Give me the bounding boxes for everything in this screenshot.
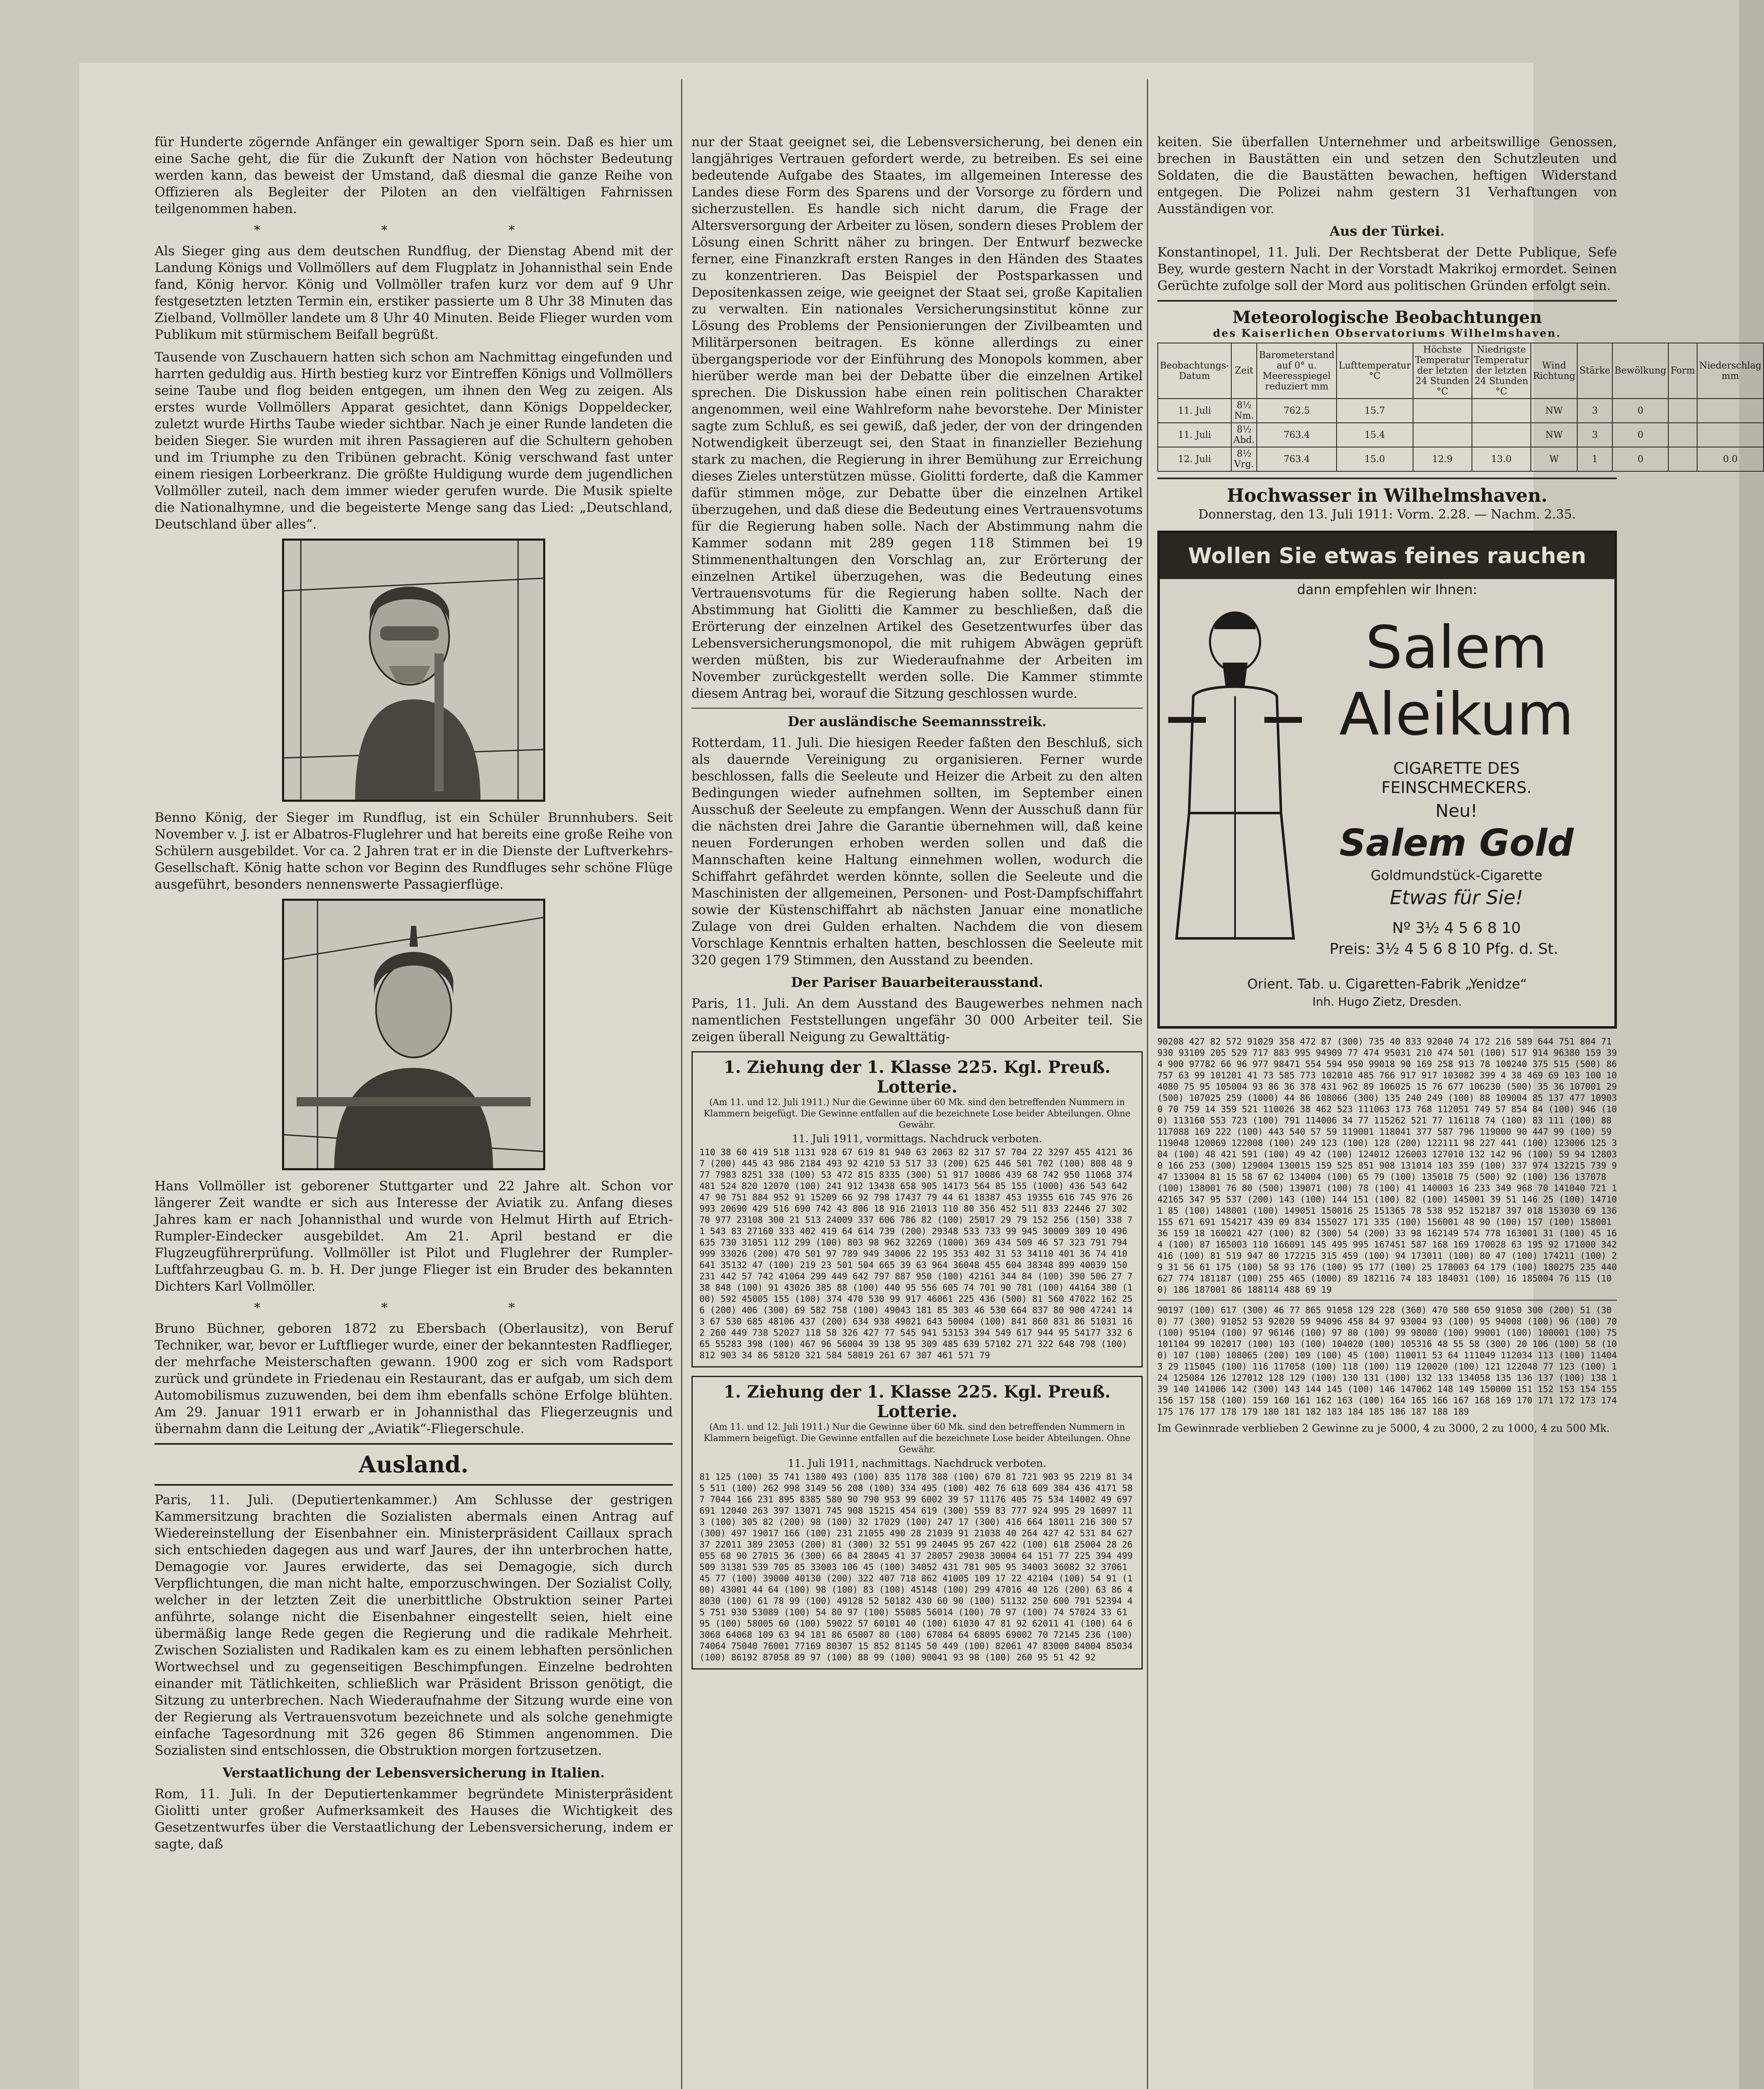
newspaper-page	[79, 63, 1761, 2089]
subheading: Der ausländische Seemannsstreik.	[788, 714, 1047, 729]
weather-cell	[1697, 399, 1764, 423]
subheading: Verstaatlichung der Lebensversicherung in Italien.	[222, 1765, 605, 1781]
weather-cell	[1668, 423, 1697, 447]
ad-manufacturer: Orient. Tab. u. Cigaretten-Fabrik „Yenidze“	[1247, 976, 1527, 992]
section-divider	[1157, 300, 1617, 302]
weather-table	[1157, 343, 1764, 472]
ad-prices: Preis: 3½ 4 5 6 8 10 Pfg. d. St.	[1329, 940, 1558, 958]
weather-cell	[1668, 399, 1697, 423]
column-2	[691, 63, 1143, 2089]
caption-koenig: Benno König, der Sieger im Rundflug, ist ein Schüler Brunnhubers. Seit November v. J. ist er Albatros-Fluglehrer und hat bereits eine große Reihe von Schülern ausgebildet. Vor ca. 2 Jahren trat er in die Dienste der Luftverkehrs-Gesellschaft. König hatte schon vor Beginn des Rundfluges sehr schöne Flüge ausgeführt, besonders nennenswerte Passagierflüge.	[155, 810, 673, 892]
paragraph: Bruno Büchner, geboren 1872 zu Ebersbach (Oberlausitz), von Beruf Techniker, war, bevor er Luftflieger wurde, einer der bekanntesten Radflieger, der mehrfache Meisterschaften gewann. 1900 zog er sich vom Radsport zurück und gründete in Friedenau ein Restaurant, das er aufgab, um sich dem Automobilismus zuzuwenden, bei dem ihm ebenfalls schöne Erfolge blühten. Am 29. Januar 1911 erwarb er in Johannisthal das Fliegerzeugnis und übernahm dann die Leitung der „Aviatik“-Fliegerschule.	[155, 1321, 673, 1436]
ad-slogan: Etwas für Sie!	[1390, 886, 1523, 909]
weather-row	[1158, 423, 1764, 447]
weather-header-cell: Stärke	[1577, 343, 1612, 399]
tide-times: Donnerstag, den 13. Juli 1911: Vorm. 2.28. — Nachm. 2.35.	[1198, 507, 1576, 522]
paragraph: Paris, 11. Juli. An dem Ausstand des Baugewerbes nehmen nach namentlichen Feststellungen ungefähr 30 000 Arbeiter teil. Sie zeigen überall Neigung zu Gewalttätig-	[691, 996, 1143, 1044]
column-rule	[681, 79, 682, 2089]
weather-cell	[1472, 399, 1531, 423]
aviator-illustration	[284, 901, 543, 1168]
ad-new-label: Neu!	[1435, 801, 1478, 821]
weather-cell: 11. Juli	[1158, 399, 1231, 423]
weather-cell: NW	[1531, 399, 1577, 423]
weather-cell	[1668, 447, 1697, 471]
lottery-numbers: 110 38 60 419 518 1131 928 67 619 81 940 63 2063 82 317 57 704 22 3297 455 4121 367 (200) 445 43 986 2184 493 92 4210 53 517 33 (200) 625 446 501 702 (100) 808 48 977 7983 8251 338 (100) 53 472 815 8335 (300) 51 917 10086 439 68 742 950 11068 374 481 524 820 12070 (100) 241 912 13438 658 905 14173 564 85 155 (1000) 436 543 642 47 90 751 884 952 91 15209 66 92 798 17437 79 44 61 18387 453 19355 616 745 976 26 993 20690 429 516 690 742 43 806 18 916 21013 110 80 356 452 511 833 22446 27 302 70 977 23108 300 21 513 24009 337 606 786 82 (100) 25017 29 79 152 256 (150) 338 71 543 83 27160 333 402 419 64 614 739 (200) 29348 533 733 99 945 30009 309 10 496 635 730 31051 112 299 (100) 803 98 962 32269 (1000) 369 434 509 46 57 323 791 794 999 33026 (200) 470 501 97 789 949 34006 22 195 353 402 31 53 34110 401 36 74 410 641 35132 47 (100) 219 23 501 504 665 39 63 964 36048 455 604 38348 899 40039 150 231 442 57 742 41064 299 449 642 797 887 950 (100) 42161 344 84 (100) 390 506 27 738 848 (100) 91 43026 385 88 (100) 440 95 556 605 74 701 90 781 (100) 44164 380 (100) 592 45005 155 (100) 374 470 530 99 917 46061 225 436 (500) 81 560 47022 162 256 (200) 406 (300) 69 582 758 (100) 49043 181 85 303 46 530 664 837 80 900 47241 143 67 530 685 48106 437 (200) 634 938 49021 643 50004 (100) 841 860 831 86 51031 162 260 449 738 52027 118 58 326 427 77 545 941 53153 394 549 617 944 95 54177 332 665 55283 398 (100) 467 96 56004 39 138 95 309 485 639 57102 271 322 648 798 (100) 812 903 34 86 58120 321 584 58019 261 67 307 461 571 79	[699, 1147, 1133, 1360]
weather-header-cell: Niedrigste Temperatur der letzten 24 Stunden °C	[1472, 343, 1531, 399]
caption-vollmoeller: Hans Vollmöller ist geborener Stuttgarter und 22 Jahre alt. Schon vor längerer Zeit wandte er sich aus Interesse der Aviatik zu. Anfang dieses Jahres kam er nach Johannisthal und wurde von Helmut Hirth auf Etrich-Rumpler-Eindecker ausgebildet. Am 21. April bestand er die Flugzeugführerprüfung. Vollmöller ist Pilot und Fluglehrer der Rumpler-Luftfahrzeugbau G. m. b. H. Der junge Flieger ist ein Bruder des bekannten Dichters Karl Vollmöller.	[155, 1179, 673, 1294]
weather-row	[1158, 399, 1764, 423]
weather-cell	[1697, 423, 1764, 447]
paragraph: Als Sieger ging aus dem deutschen Rundflug, der Dienstag Abend mit der Landung Königs und Vollmöllers auf dem Flugplatz in Johannisthal sein Ende fand, König hervor. König und Vollmöller trafen kurz vor dem auf 9 Uhr festgesetzten letzten Termin ein, erstiker passierte um 8 Uhr 38 Minuten das Zielband, Vollmöller landete um 8 Uhr 40 Minuten. Beide Flieger wurden vom Publikum mit stürmischem Beifall begrüßt.	[155, 244, 673, 342]
weather-header-cell: Barometerstand auf 0° u. Meeresspiegel reduziert mm	[1257, 343, 1337, 399]
paragraph: Rom, 11. Juli. In der Deputiertenkammer begründete Ministerpräsident Giolitti unter großer Aufmerksamkeit des Hauses die Wichtigkeit des Gesetzentwurfes über die Verstaatlichung der Lebensversicherung, indem er sagte, daß	[155, 1787, 673, 1852]
weather-cell	[1472, 423, 1531, 447]
portrait-vollmoeller	[282, 899, 545, 1170]
weather-cell: 762.5	[1257, 399, 1337, 423]
paragraph: Rotterdam, 11. Juli. Die hiesigen Reeder faßten den Beschluß, sich als dauernde Vereinigung zu organisieren. Ferner wurde beschlossen, falls die Seeleute und Heizer die Arbeit zu den alten Bedingungen wieder aufnehmen sollten, im September einen Ausschuß der Seeleute zu empfangen. Wenn der Ausschuß dann für die nächsten drei Jahre die Garantie übernehmen will, daß keine neuen Forderungen erhoben werden sollen und daß die Mannschaften keine Haltung einnehmen wollen, wodurch die Schiffahrt gefährdet werden könnte, sollen die Seeleute und die Maschinisten der allgemeinen, Personen- und Post-Dampfschiffahrt sowie der Küstenschiffahrt ab nächsten Januar eine monatliche Zulage von drei Gulden erhalten. Nachdem die von diesem Vorschlage Kenntnis erhalten hatten, beschlossen die Seeleute mit 320 gegen 179 Stimmen, den Ausstand zu beenden.	[691, 735, 1143, 968]
lottery-date: 11. Juli 1911, vormittags. Nachdruck verboten.	[792, 1133, 1042, 1145]
weather-cell: 8½ Abd.	[1231, 423, 1257, 447]
lottery-list-morning	[691, 1051, 1143, 1367]
weather-cell: 0	[1612, 447, 1668, 471]
weather-cell: 15.0	[1337, 447, 1413, 471]
column-1	[155, 63, 673, 2089]
subheading: Aus der Türkei.	[1329, 223, 1445, 239]
paragraph: Paris, 11. Juli. (Deputiertenkammer.) Am Schlusse der gestrigen Kammersitzung brachten die Sozialisten abermals einen Antrag auf Wiedereinstellung der Eisenbahner ein. Ministerpräsident Caillaux sprach sich entschieden dagegen aus und warf Jaures, der ihn unterbrochen hatte, Demagogie vor. Jaures erwiderte, das sei Demagogie, sich durch Verpflichtungen, die man nicht halte, emporzuschwingen. Der Sozialist Colly, welcher in der letzten Zeit die unerbittliche Obstruktion seiner Partei anführte, solange nicht die Eisenbahner eingestellt seien, hielt eine übermäßig lange Rede gegen die Regierung und die radikale Mehrheit. Zwischen Sozialisten und Radikalen kam es zu einem lebhaften persönlichen Wortwechsel und zu gegenseitigen Beschimpfungen. Einzelne bedrohten einander mit Tätlichkeiten, schließlich war Präsident Brisson genötigt, die Sitzung zu unterbrechen. Nach Wiederaufnahme der Sitzung wurde eine von der Regierung als Vertrauensvotum bezeichnete und als solche genehmigte einfache Tagesordnung mit 326 gegen 86 Stimmen angenommen. Die Sozialisten sind entschlossen, die Obstruktion morgen fortzusetzen.	[155, 1492, 673, 1758]
paragraph: für Hunderte zögernde Anfänger ein gewaltiger Sporn sein. Daß es hier um eine Sache geht, die für die Zukunft der Nation von höchster Bedeutung werden kann, das beweist der Umstand, daß diesmal die ganze Reihe von Offizieren als Begleiter der Piloten an den vielfältigen Fahrnissen teilgenommen haben.	[155, 135, 673, 216]
weather-cell: 8½ Vrg.	[1231, 447, 1257, 471]
ad-numbers: Nº 3½ 4 5 6 8 10	[1392, 920, 1521, 937]
lottery-note: (Am 11. und 12. Juli 1911.) Nur die Gewinne über 60 Mk. sind den betreffenden Nummern in Klammern beigefügt. Die Gewinne entfallen auf die bezeichnete Lose beider Abteilungen. Ohne Gewähr.	[704, 1422, 1131, 1454]
weather-cell: 8½ Nm.	[1231, 399, 1257, 423]
ad-figure-illustration	[1168, 612, 1302, 947]
weather-cell: 12. Juli	[1158, 447, 1231, 471]
lottery-title: 1. Ziehung der 1. Klasse 225. Kgl. Preuß. Lotterie.	[723, 1382, 1111, 1421]
weather-cell: W	[1531, 447, 1577, 471]
lottery-title: 1. Ziehung der 1. Klasse 225. Kgl. Preuß. Lotterie.	[723, 1057, 1111, 1097]
subheading: Der Pariser Bauarbeiterausstand.	[791, 974, 1043, 990]
weather-cell: 3	[1577, 399, 1612, 423]
separator-stars: * * *	[254, 223, 574, 238]
weather-cell: 13.0	[1472, 447, 1531, 471]
divider	[1157, 1300, 1617, 1301]
weather-cell: 0	[1612, 423, 1668, 447]
section-divider	[155, 1443, 673, 1445]
tide-title: Hochwasser in Wilhelmshaven.	[1227, 485, 1548, 506]
advertisement-salem	[1157, 531, 1617, 1029]
paragraph: Konstantinopel, 11. Juli. Der Rechtsberat der Dette Publique, Sefe Bey, wurde gestern Nacht in der Vorstadt Makrikoj ermordet. Seinen Gerüchte zufolge soll der Mord aus politischen Gründen erfolgt sein.	[1157, 245, 1617, 293]
section-divider	[1157, 478, 1617, 479]
binding-margin	[0, 0, 79, 2089]
weather-cell: NW	[1531, 423, 1577, 447]
weather-header-cell: Form	[1668, 343, 1697, 399]
weather-cell	[1413, 423, 1472, 447]
weather-cell: 15.4	[1337, 423, 1413, 447]
weather-cell	[1413, 399, 1472, 423]
column-rule	[1147, 79, 1148, 2089]
paragraph: Tausende von Zuschauern hatten sich schon am Nachmittag eingefunden und harrten geduldig aus. Hirth bestieg kurz vor Eintreffen Königs und Vollmöllers seine Taube und flog beiden entgegen, um ihnen den Weg zu zeigen. Als erstes wurde Vollmöllers Apparat gesichtet, dann Königs Doppeldecker, zuletzt wurde Hirths Taube wieder sichtbar. Nach je einer Runde landeten die beiden Sieger. Sie wurden mit ihren Passagieren auf die Schultern gehoben und im Triumphe zu den Tribünen gebracht. König verschwand fast unter einem riesigen Lorbeerkranz. Die größte Huldigung wurde dem jugendlichen Vollmöller zuteil, nach dem immer wieder gerufen wurde. Die Musik spielte die Nationalhymne, und die begeisterte Menge sang das Lied: „Deutschland, Deutschland über alles“.	[155, 350, 673, 532]
weather-cell: 15.7	[1337, 399, 1413, 423]
lottery-numbers-continued: 90197 (100) 617 (300) 46 77 865 91058 129 228 (360) 470 580 650 91050 300 (200) 51 (300) 77 (300) 91052 53 92020 59 94096 458 84 97 93004 93 (100) 95 94008 (100) 96 (100) 70 (100) 95104 (100) 97 96146 (100) 97 80 (100) 99 98080 (100) 99001 (100) 100001 (100) 75 101104 99 102017 (100) 103 (100) 104020 (100) 105316 48 55 58 (300) 20 106 (100) 58 (100) 107 (100) 108065 (200) 109 (100) 45 (100) 110011 53 64 111049 112034 113 (100) 114043 29 115045 (100) 116 117058 (100) 118 (100) 119 120020 (100) 121 122048 77 123 (100) 124 125084 126 127012 128 129 (100) 130 131 (100) 132 133 134058 135 136 137 (100) 138 139 140 141006 142 (300) 143 144 145 (100) 146 147062 148 149 150000 151 152 153 154 155 156 157 158 (100) 159 160 161 162 163 (100) 164 165 166 167 168 169 170 171 172 173 174 175 176 177 178 179 180 181 182 183 184 185 186 187 188 189	[1157, 1305, 1617, 1417]
weather-cell: 3	[1577, 423, 1612, 447]
weather-cell: 0	[1612, 399, 1668, 423]
lottery-numbers-continued: 90208 427 82 572 91029 358 472 87 (300) 735 40 833 92040 74 172 216 589 644 751 804 71 930 93109 205 529 717 883 995 94909 77 474 95031 210 474 501 (100) 517 914 96380 159 394 900 97782 66 96 977 98471 554 594 950 99018 90 169 258 913 78 100240 375 515 (500) 86 757 63 99 101201 41 73 585 773 102010 485 766 917 917 103082 399 4 38 469 69 103 100 104080 75 95 105004 93 86 36 378 431 962 89 106025 15 76 677 106230 (500) 35 36 107001 29 (500) 107025 259 (1000) 44 86 108066 (300) 135 240 249 (100) 88 109004 85 137 477 109030 70 759 14 359 521 110026 38 462 523 111063 173 768 112051 749 57 854 84 (100) 946 (100) 113160 553 723 (100) 791 114006 34 77 115262 521 77 116118 74 (100) 83 111 (100) 88 117088 169 222 (100) 443 540 57 59 119001 118041 377 587 796 119000 90 447 99 (100) 59 119048 120069 122008 (100) 249 123 (100) 128 (200) 122111 98 227 441 (100) 123006 125 304 (100) 48 421 591 (100) 49 42 (100) 124012 126003 127010 132 142 96 (100) 59 94 128030 166 253 (300) 129004 130015 159 525 851 908 131014 103 359 (100) 337 974 132215 739 947 133004 81 15 58 67 62 134004 (100) 65 79 (100) 135018 75 (500) 92 (100) 136 137078 (100) 138001 76 80 (500) 139071 (100) 78 (100) 41 140003 16 233 349 968 70 141040 721 142165 347 95 537 (200) 143 (100) 144 151 (100) 82 (100) 145001 39 51 146 25 (100) 147101 85 (100) 148001 (100) 149051 150016 25 151365 78 538 952 152187 397 018 153030 69 136 155 671 691 154217 439 09 834 155027 171 335 (100) 156001 48 90 (100) 157 (100) 158001 36 159 18 160021 427 (100) 82 (300) 54 (200) 33 98 162149 574 778 163001 31 (100) 45 164 (100) 87 165003 110 166091 145 495 995 167451 587 168 169 170028 63 195 92 171000 342 416 (100) 81 519 947 80 172215 315 459 (100) 94 173011 (100) 80 47 (100) 174211 (100) 29 31 56 61 175 (100) 58 93 176 (100) 95 177 (100) 25 178003 64 179 (100) 180275 235 440 627 774 181187 (100) 255 465 (1000) 89 182116 74 183 184031 (100) 16 185004 76 115 (100) 186 187001 86 188114 488 69 19	[1157, 1037, 1617, 1295]
section-divider	[155, 1484, 673, 1486]
ad-subline: dann empfehlen wir Ihnen:	[1297, 582, 1477, 597]
portrait-koenig	[282, 539, 545, 802]
page-edge	[1739, 0, 1764, 2089]
paragraph: nur der Staat geeignet sei, die Lebensversicherung, bei denen ein langjähriges Vertrauen gefordert werde, zu betreiben. Es sei eine bedeutende Aufgabe des Staates, im allgemeinen Interesse des Landes diese Form des Sparens und der Vorsorge zu fördern und sicherzustellen. Es handle sich nicht darum, die Frage der Altersversorgung der Arbeiter zu lösen, sondern dieses Problem der Lösung einen Schritt näher zu bringen. Der Entwurf bezwecke ferner, eine Finanzkraft ersten Ranges in den Händen des Staates zu konzentrieren. Das Beispiel der Postsparkassen und Depositenkassen zeige, wie geeignet der Staat sei, große Kapitalien zu verwalten. Ein nationales Versicherungsinstitut könne zur Lösung des Problems der Pensionierungen der Zivilbeamten und Militärpersonen beitragen. Es könne allerdings zu einer übergangsperiode vor der Einführung des Monopols kommen, aber hierüber werde man bei der Debatte über die einzelnen Artikel sprechen. Die Diskussion habe einen rein politischen Charakter angenommen, weil eine Wahlreform nahe bevorstehe. Der Minister sagte zum Schluß, es sei gewiß, daß jeder, der von der dringenden Notwendigkeit überzeugt sei, den Staat in finanzieller Beziehung stark zu machen, die Regierung in ihrer Bemühung zur Erreichung dieses Zieles unterstützen müsse. Giolitti forderte, daß die Kammer dafür stimmen möge, zur Debatte über die einzelnen Artikel überzugehen, und daß diese die Bedeutung eines Vertrauensvotums für die Regierung haben solle. Nach der Abstimmung nahm die Kammer sodann mit 289 gegen 118 Stimmen bei 19 Stimmenenthaltungen den Vorschlag an, zur Erörterung der einzelnen Artikel überzugehen, was die Bedeutung eines Vertrauensvotums für die Regierung haben sollte. Nach der Abstimmung hat Giolitti die Kammer zu beschließen, daß die Erörterung der einzelnen Artikel des Gesetzentwurfes über das Lebensversicherungsmonopol, die mit ruhigem Abwägen geprüft werden müßten, bis zur Wiederaufnahme der Arbeiten im November zurückgestellt werden solle. Die Kammer stimmte diesem Antrag bei, worauf die Sitzung geschlossen wurde.	[691, 135, 1143, 701]
weather-cell: 763.4	[1257, 447, 1337, 471]
weather-row	[1158, 447, 1764, 471]
weather-header-cell: Niederschlag mm	[1697, 343, 1764, 399]
lottery-list-afternoon	[691, 1376, 1143, 1670]
weather-cell: 11. Juli	[1158, 423, 1231, 447]
aviator-illustration	[284, 541, 543, 800]
weather-cell: 1	[1577, 447, 1612, 471]
section-title-ausland: Ausland.	[358, 1451, 469, 1478]
ad-tagline: CIGARETTE DES FEINSCHMECKERS.	[1381, 759, 1532, 797]
weather-header-cell: Lufttemperatur °C	[1337, 343, 1413, 399]
weather-header-cell: Höchste Temperatur der letzten 24 Stunden °C	[1413, 343, 1472, 399]
divider	[691, 708, 1143, 709]
ad-brand-aleikum: Aleikum	[1339, 681, 1574, 749]
weather-cell: 12.9	[1413, 447, 1472, 471]
lottery-footer-note: Im Gewinnrade verblieben 2 Gewinne zu je 5000, 4 zu 3000, 2 zu 1000, 4 zu 500 Mk.	[1157, 1422, 1610, 1434]
ad-brand-salem: Salem	[1365, 614, 1548, 682]
weather-header-cell: Zeit	[1231, 343, 1257, 399]
ad-gold-desc: Goldmundstück-Cigarette	[1370, 867, 1543, 883]
lottery-date: 11. Juli 1911, nachmittags. Nachdruck verboten.	[788, 1457, 1047, 1469]
separator-stars: * * *	[254, 1301, 574, 1315]
weather-cell: 763.4	[1257, 423, 1337, 447]
weather-subtitle: des Kaiserlichen Observatoriums Wilhelmshaven.	[1213, 327, 1561, 339]
weather-header-cell: Wind Richtung	[1531, 343, 1577, 399]
column-3	[1157, 63, 1761, 2089]
ad-headline-bar: Wollen Sie etwas feines rauchen	[1160, 533, 1614, 579]
weather-title: Meteorologische Beobachtungen	[1232, 308, 1542, 327]
ad-owner: Inh. Hugo Zietz, Dresden.	[1312, 995, 1462, 1009]
lottery-note: (Am 11. und 12. Juli 1911.) Nur die Gewinne über 60 Mk. sind den betreffenden Nummern in Klammern beigefügt. Die Gewinne entfallen auf die bezeichnete Lose beider Abteilungen. Ohne Gewähr.	[704, 1097, 1131, 1130]
ad-brand-salem-gold: Salem Gold	[1339, 821, 1574, 864]
weather-header-cell: Bewölkung	[1612, 343, 1668, 399]
weather-cell: 0.0	[1697, 447, 1764, 471]
weather-header-cell: Beobachtungs-Datum	[1158, 343, 1231, 399]
lottery-numbers: 81 125 (100) 35 741 1380 493 (100) 835 1178 388 (100) 670 81 721 903 95 2219 81 345 511 (100) 262 998 3149 56 208 (100) 334 495 (100) 402 76 618 609 384 436 4171 587 7044 166 231 895 8385 580 90 790 953 99 6002 39 57 11176 405 75 534 14002 49 697 691 12040 263 397 13071 745 908 15215 454 619 (300) 559 83 777 924 995 29 16097 113 (100) 305 82 (200) 98 (100) 32 17029 (100) 247 17 (300) 416 664 18011 216 300 57 (300) 497 19017 166 (100) 231 21055 490 28 21039 91 21038 40 264 427 42 531 84 627 37 22011 389 23053 (200) 81 (300) 32 551 99 24045 95 267 422 (100) 618 25004 28 26055 68 90 27015 36 (300) 66 84 28045 41 37 28057 29038 30004 64 151 77 225 394 499 509 31381 539 705 85 33003 106 45 (100) 34052 431 781 905 95 34003 36082 32 37061 45 77 (100) 39000 40130 (200) 322 407 718 862 41005 109 17 22 42104 (100) 54 91 (100) 43001 44 64 (100) 98 (100) 83 (100) 45148 (100) 299 47016 40 126 (200) 63 86 48030 (100) 61 78 99 (100) 49128 52 50182 430 60 90 (100) 51132 250 600 791 52394 45 751 930 53089 (100) 54 80 97 (100) 55085 56014 (100) 70 97 (100) 74 57024 33 61 95 (100) 58005 60 (100) 59022 57 60101 40 (100) 61030 47 81 92 62011 41 (100) 64 63068 64068 109 63 94 181 86 65007 80 (100) 67084 64 68095 69002 70 72145 236 (100) 74064 75040 76001 77169 80307 15 852 81145 50 449 (100) 82061 47 83000 84004 85034 (100) 86192 87058 89 97 (100) 88 99 (100) 90041 93 98 (100) 260 95 51 42 92	[699, 1472, 1133, 1662]
paragraph: keiten. Sie überfallen Unternehmer und arbeitswillige Genossen, brechen in Baustätten ein und setzen den Schutzleuten und Soldaten, die die Baustätten bewachen, heftigen Widerstand entgegen. Die Polizei nahm gestern 31 Verhaftungen von Ausständigen vor.	[1157, 135, 1617, 216]
